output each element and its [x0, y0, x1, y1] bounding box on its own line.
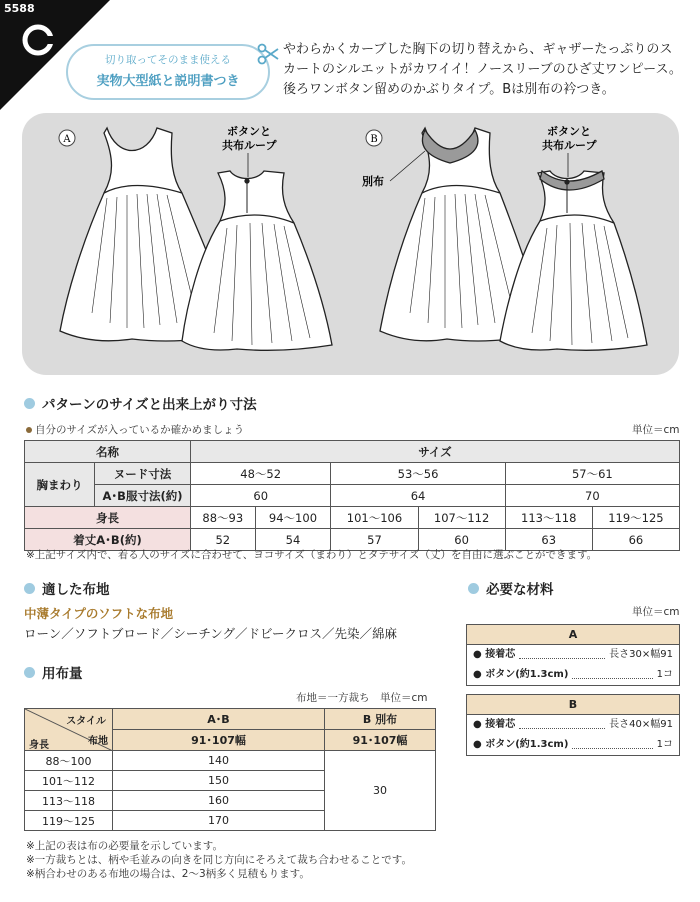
- style-label: スタイル: [66, 716, 106, 727]
- header-size: サイズ: [191, 441, 680, 463]
- size-unit: 単位＝cm: [632, 424, 680, 436]
- height-2: 94〜100: [255, 507, 331, 529]
- nude-size-1: 48〜52: [191, 463, 331, 485]
- fabric-label: 布地: [88, 736, 108, 747]
- section-dot-icon: [24, 398, 35, 409]
- button-loop-label-b-2: 共布ループ: [542, 139, 597, 152]
- materials-a-item-1-value: 長さ30×幅91: [609, 649, 673, 660]
- materials-a-item-2-value: 1コ: [656, 669, 673, 680]
- button-loop-label-b-1: ボタンと: [547, 125, 591, 138]
- length-3: 57: [331, 529, 418, 551]
- width-b: 91･107幅: [325, 730, 436, 751]
- length-2: 54: [255, 529, 331, 551]
- yardage-value-1: 140: [113, 751, 325, 771]
- nude-label: ヌード寸法: [95, 463, 191, 485]
- chest-label: 胸まわり: [25, 463, 95, 507]
- garment-size-2: 64: [331, 485, 505, 507]
- badge-line1: 切り取ってそのまま使える: [105, 54, 231, 66]
- materials-a-item-2-name: ● ボタン(約1.3cm): [473, 669, 569, 680]
- yardage-unit: 布地＝一方裁ち 単位＝cm: [296, 692, 428, 704]
- yardage-height-4: 119〜125: [25, 811, 113, 831]
- pattern-number: 5588: [4, 2, 35, 15]
- materials-b-item-2-value: 1コ: [656, 739, 673, 750]
- yardage-note-1: ※上記の表は布の必要量を示しています。: [26, 840, 223, 852]
- badge-line2: 実物大型紙と説明書つき: [96, 74, 240, 89]
- garment-label: A･B服寸法(約): [95, 485, 191, 507]
- col-ab: A･B: [113, 709, 325, 730]
- height-4: 107〜112: [418, 507, 505, 529]
- yardage-table: [24, 708, 436, 831]
- yardage-b-value: 30: [325, 751, 436, 831]
- length-4: 60: [418, 529, 505, 551]
- yardage-value-4: 170: [113, 811, 325, 831]
- height-label: 身長: [25, 507, 191, 529]
- button-loop-label-a-1: ボタンと: [227, 125, 271, 138]
- dress-b-back-drawing: [500, 171, 647, 350]
- garment-size-1: 60: [191, 485, 331, 507]
- bullet-dot-icon: [26, 427, 32, 433]
- size-footnote: ※上記サイズ内で、着る人のサイズに合わせて、ヨコサイズ（まわり）とタテサイズ（丈）を自由に選ぶことができます。: [26, 549, 598, 561]
- width-ab: 91･107幅: [113, 730, 325, 751]
- yardage-section-title-text: 用布量: [42, 666, 83, 682]
- yardage-height-2: 101〜112: [25, 771, 113, 791]
- height-5: 113〜118: [505, 507, 592, 529]
- length-5: 63: [505, 529, 592, 551]
- length-label: 着丈A･B(約): [25, 529, 191, 551]
- label-a-text: A: [63, 134, 71, 145]
- yardage-value-2: 150: [113, 771, 325, 791]
- fabric-section-title-text: 適した布地: [42, 582, 110, 598]
- size-note: [26, 422, 244, 437]
- button-loop-label-a-2: 共布ループ: [222, 139, 277, 152]
- materials-a-item-1-name: ● 接着芯: [473, 649, 516, 660]
- yardage-note-2: ※一方裁ちとは、柄や毛並みの向きを同じ方向にそろえて裁ち合わせることです。: [26, 854, 412, 866]
- materials-b-item-1-value: 長さ40×幅91: [609, 719, 673, 730]
- materials-a-label: A: [467, 625, 679, 645]
- materials-section-title: [468, 578, 554, 598]
- yardage-height-3: 113〜118: [25, 791, 113, 811]
- yardage-height-label: 身長: [29, 740, 49, 751]
- nude-size-3: 57〜61: [505, 463, 679, 485]
- section-dot-icon: [24, 583, 35, 594]
- fabric-subtitle: 中薄タイプのソフトな布地: [24, 606, 174, 621]
- height-1: 88〜93: [191, 507, 256, 529]
- garment-size-3: 70: [505, 485, 679, 507]
- size-note-text: 自分のサイズが入っているか確かめましょう: [35, 424, 245, 436]
- betsununo-label: 別布: [362, 175, 384, 188]
- size-section-title-text: パターンのサイズと出来上がり寸法: [42, 397, 257, 413]
- yardage-note-3: ※柄合わせのある布地の場合は、2〜3柄多く見積もります。: [26, 868, 310, 880]
- materials-b-item-2-name: ● ボタン(約1.3cm): [473, 739, 569, 750]
- nude-size-2: 53〜56: [331, 463, 505, 485]
- materials-b-item-1: [467, 715, 679, 735]
- length-6: 66: [592, 529, 679, 551]
- yardage-height-1: 88〜100: [25, 751, 113, 771]
- length-1: 52: [191, 529, 256, 551]
- size-section-title: [24, 393, 257, 413]
- dress-drawings: [22, 113, 679, 375]
- full-size-pattern-badge: [66, 44, 270, 100]
- label-b-text: B: [370, 134, 378, 145]
- materials-b-box: [466, 694, 680, 756]
- materials-section-title-text: 必要な材料: [486, 582, 554, 598]
- col-b: B 別布: [325, 709, 436, 730]
- height-6: 119〜125: [592, 507, 679, 529]
- height-3: 101〜106: [331, 507, 418, 529]
- scissors-icon: [256, 42, 280, 66]
- materials-a-item-2: [467, 665, 679, 685]
- yardage-corner-cell: [25, 709, 113, 751]
- materials-b-item-1-name: ● 接着芯: [473, 719, 516, 730]
- product-description: やわらかくカーブした胸下の切り替えから、ギャザーたっぷりのスカートのシルエットがカワイイ！ノースリーブのひざ丈ワンピース。後ろワンボタン留めのかぶりタイプ。Bは別布の衿つき。: [283, 42, 682, 97]
- materials-b-label: B: [467, 695, 679, 715]
- yardage-value-3: 160: [113, 791, 325, 811]
- materials-a-item-1: [467, 645, 679, 665]
- fabric-list: ローン／ソフトブロード／シーチング／ドビークロス／先染／綿麻: [24, 626, 398, 641]
- materials-b-item-2: [467, 735, 679, 755]
- dress-a-back-drawing: [182, 171, 332, 350]
- header-name: 名称: [25, 441, 191, 463]
- materials-a-box: [466, 624, 680, 686]
- materials-unit: 単位＝cm: [632, 606, 680, 618]
- dress-illustration-panel: [22, 113, 679, 375]
- size-table: [24, 440, 680, 551]
- fabric-section-title: [24, 578, 110, 598]
- yardage-section-title: [24, 662, 83, 682]
- section-dot-icon: [24, 667, 35, 678]
- section-dot-icon: [468, 583, 479, 594]
